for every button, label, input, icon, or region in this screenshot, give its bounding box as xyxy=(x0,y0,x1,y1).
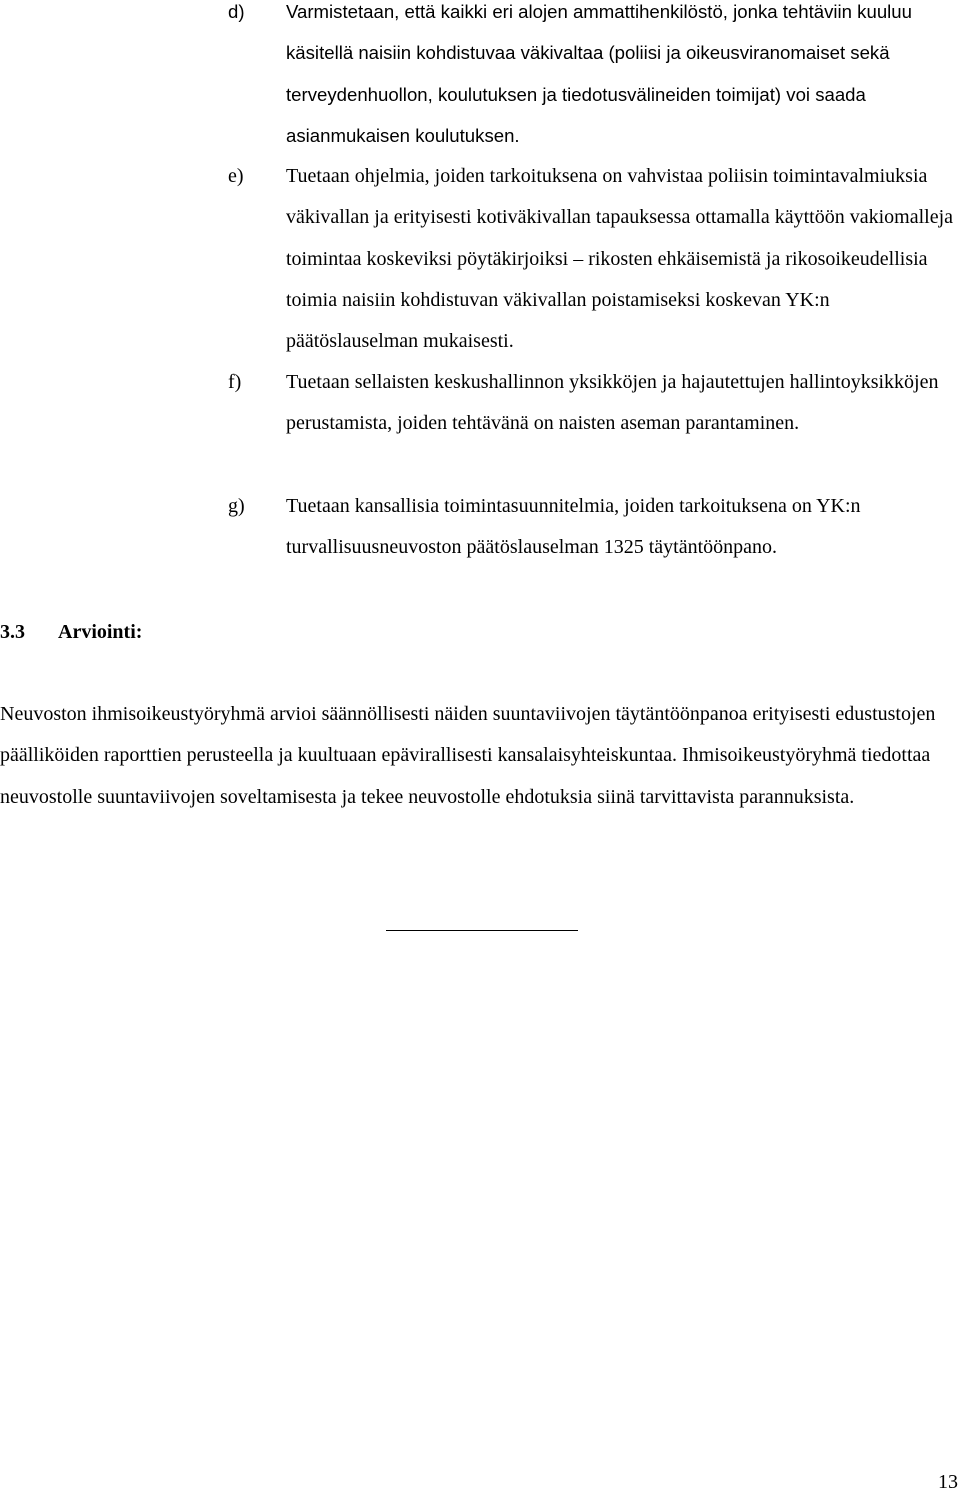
list-marker: f) xyxy=(228,371,242,393)
section-heading xyxy=(0,612,142,653)
list-marker: d) xyxy=(228,1,245,22)
page-number: 13 xyxy=(938,1471,958,1493)
list-item-text: Varmistetaan, että kaikki eri alojen ammattihenkilöstö, jonka tehtäviin kuuluu käsitellä naisiin kohdistuvaa väkivaltaa (poliisi ja oikeusviranomaiset sekä terveydenhuollon, koulutuksen ja tiedotusvälineiden toimijat) voi saada asianmukaisen koulutuksen. xyxy=(286,1,912,146)
section-number: 3.3 xyxy=(0,621,25,643)
list-item-text: Tuetaan ohjelmia, joiden tarkoituksena on vahvistaa poliisin toimintavalmiuksia väkivallan ja erityisesti kotiväkivallan tapauksessa ottamalla käyttöön vakiomalleja toimintaa koskeviksi pöytäkirjoiksi – rikosten ehkäisemistä ja rikosoikeudellisia toimia naisiin kohdistuvan väkivallan poistamiseksi koskevan YK:n päätöslauselman mukaisesti. xyxy=(286,165,954,353)
list-marker: e) xyxy=(228,165,244,187)
section-title: Arviointi: xyxy=(58,621,143,643)
footnote-separator xyxy=(386,930,578,931)
list-item-text: Tuetaan sellaisten keskushallinnon yksikköjen ja hajautettujen hallintoyksikköjen perustamista, joiden tehtävänä on naisten aseman parantaminen. xyxy=(286,371,939,435)
list-marker: g) xyxy=(228,495,245,517)
body-paragraph: Neuvoston ihmisoikeustyöryhmä arvioi säännöllisesti näiden suuntaviivojen täytäntöönpanoa erityisesti edustustojen päälliköiden raporttien perusteella ja kuultuaan epävirallisesti kansalaisyhteiskuntaa. Ihmisoikeustyöryhmä tiedottaa neuvostolle suuntaviivojen soveltamisesta ja tekee neuvostolle ehdotuksia siinä tarvittavista parannuksista. xyxy=(0,703,936,808)
list-item-text: Tuetaan kansallisia toimintasuunnitelmia, joiden tarkoituksena on YK:n turvallisuusneuvoston päätöslauselman 1325 täytäntöönpano. xyxy=(286,495,861,559)
